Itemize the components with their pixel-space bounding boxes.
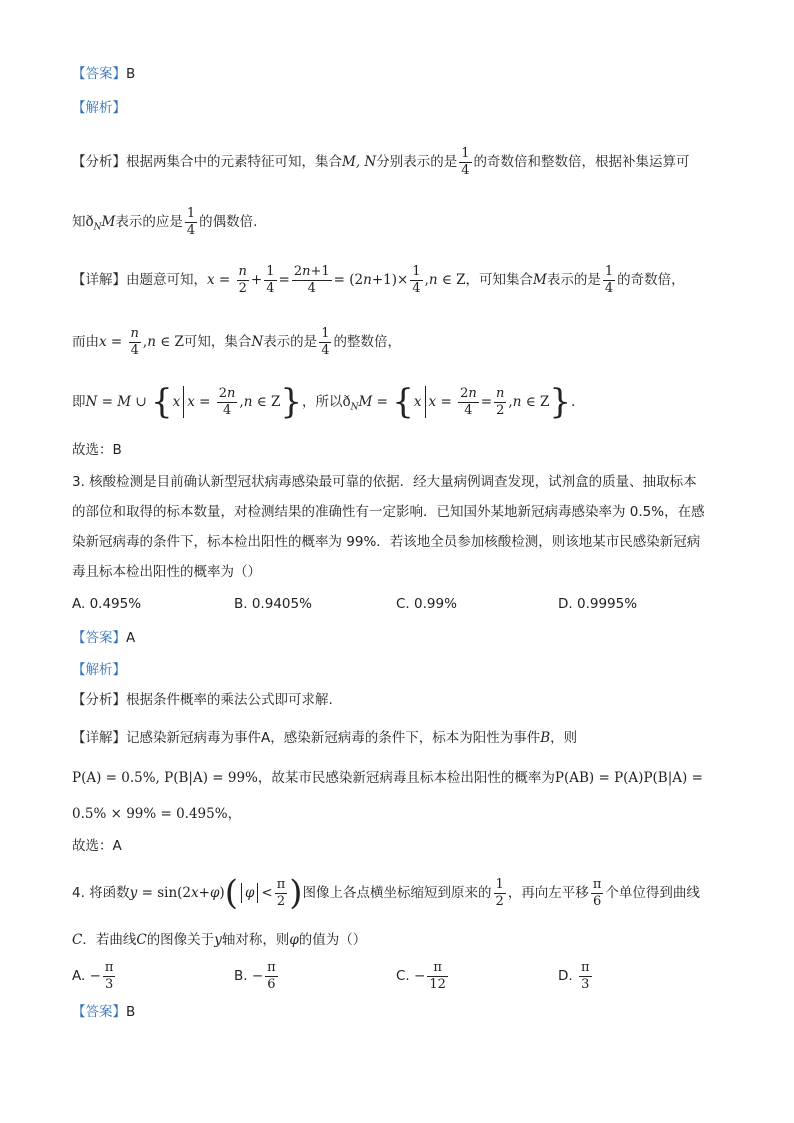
q4-option-a: A. − $\frac{\pi}{3}$ [72, 959, 114, 992]
q3-option-c: C. 0.99% [396, 596, 457, 612]
q3-stem-line2: 的部位和取得的标本数量，对检测结果的准确性有一定影响．已知国外某地新冠病毒感染率为 0.5%，在感 [72, 504, 705, 520]
q3-analysis-label: 【解析】 [72, 662, 126, 678]
q2-answer-line [72, 64, 135, 84]
q3-option-d: D. 0.9995% [558, 596, 638, 612]
q4-stem-line1: 4. 将函数y = sin(2x+φ)( φ < $\frac{\pi}{2}$ )图像上各点横坐标缩短到原来的 $\frac{1}{2}$ ，再向左平移 $\frac{\pi}{6}$ 个单位得到曲线 [72, 873, 700, 913]
q4-answer-line: 【答案】B [72, 1004, 136, 1020]
q2-detail-line2: 而由x = $\frac{n}{4}$ ,n ∈ Z可知，集合N表示的是 $\frac{1}{4}$ 的整数倍， [72, 325, 401, 358]
q3-detail-line2: P(A) = 0.5%, P(B|A) = 99%，故某市民感染新冠病毒且标本检出阳性的概率为P(AB) = P(A)P(B|A) = [72, 770, 703, 786]
q3-detail-line1: 【详解】记感染新冠病毒为事件A，感染新冠病毒的条件下，标本为阳性为事件B，则 [72, 730, 578, 746]
q3-fenxi: 【分析】根据条件概率的乘法公式即可求解. [72, 692, 333, 708]
q3-answer-line: 【答案】A [72, 630, 136, 646]
q3-option-b: B. 0.9405% [234, 596, 312, 612]
fraction-quarter: $\frac{1}{4}$ [461, 145, 470, 178]
q2-fenxi-line1: 【分析】根据两集合中的元素特征可知，集合M, N分别表示的是 $\frac{1}{4}$ 的奇数倍和整数倍，根据补集运算可 [72, 145, 690, 178]
q3-conclusion: 故选：A [72, 838, 122, 854]
q4-option-c: C. − $\frac{\pi}{12}$ [396, 959, 446, 992]
q2-detail-line1: 【详解】由题意可知，x = $\frac{n}{2}$ + $\frac{1}{4}$ = $\frac{2n+1}{4}$ = (2n+1)× $\frac{1}{4}$ ,n ∈ Z，可知集合M表示的是 $\frac{1}{4}$ 的奇数倍， [72, 263, 685, 296]
q2-detail-line3: 即N = M ∪ {x x = $\frac{2n}{4}$ ,n ∈ Z}，所以$ð_NM = \{x$ x = $\frac{2n}{4}$ = $\frac{n}{2}$ ,n ∈ Z}. [72, 382, 576, 422]
q3-detail-line3: 0.5% × 99% = 0.495%， [72, 806, 242, 822]
answer-value: B [126, 66, 136, 82]
q3-stem-line3: 染新冠病毒的条件下，标本检出阳性的概率为 99%．若该地全员参加核酸检测，则该地某市民感染新冠病 [72, 534, 701, 550]
q2-fenxi-line2: 知$ð_NM$表示的应是 $\frac{1}{4}$ 的偶数倍. [72, 205, 258, 238]
q2-conclusion: 故选：B [72, 442, 122, 458]
q4-option-d: D. $\frac{\pi}{3}$ [558, 959, 590, 992]
q2-analysis-label: 【解析】 [72, 100, 126, 116]
q4-stem-line2: C．若曲线C的图像关于y轴对称，则φ的值为（） [72, 932, 367, 948]
answer-label: 【答案】 [72, 66, 126, 82]
q3-option-a: A. 0.495% [72, 596, 142, 612]
q3-stem-line1: 3. 核酸检测是目前确认新型冠状病毒感染最可靠的依据．经大量病例调查发现，试剂盒的质量、抽取标本 [72, 474, 697, 490]
q3-stem-line4: 毒且标本检出阳性的概率为（） [72, 564, 261, 580]
q4-option-b: B. − $\frac{\pi}{6}$ [234, 959, 276, 992]
